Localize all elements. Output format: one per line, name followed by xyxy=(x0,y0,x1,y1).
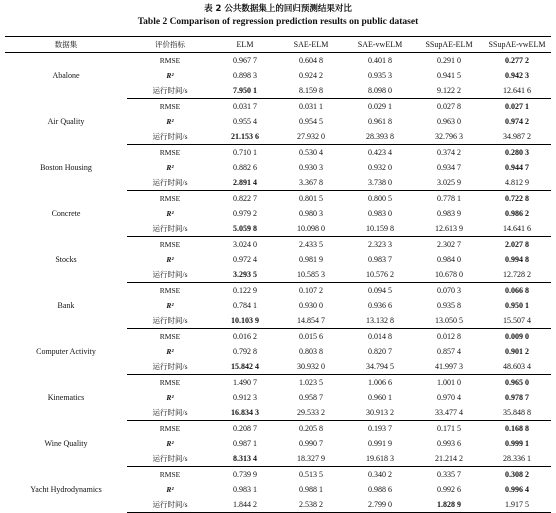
metric-r2: R² xyxy=(166,485,174,494)
value-cell: 0.792 8 xyxy=(233,347,257,356)
value-cell: 0.898 3 xyxy=(233,71,257,80)
value-cell: 0.934 7 xyxy=(437,163,461,172)
value-cell: 1.844 2 xyxy=(213,497,277,513)
value-cell: 0.970 4 xyxy=(437,393,461,402)
value-cell: 0.710 1 xyxy=(233,148,257,157)
value-cell: 0.027 8 xyxy=(437,102,461,111)
value-cell: 0.941 5 xyxy=(437,71,461,80)
value-cell: 0.987 1 xyxy=(233,439,257,448)
regression-results-table xyxy=(5,36,551,513)
value-cell: 0.983 9 xyxy=(437,209,461,218)
value-cell: 0.986 2 xyxy=(505,209,529,218)
value-cell: 0.967 7 xyxy=(233,56,257,65)
value-cell: 10.576 2 xyxy=(345,267,415,283)
value-cell: 0.930 3 xyxy=(299,163,323,172)
value-cell: 0.932 0 xyxy=(368,163,392,172)
value-cell: 2.323 3 xyxy=(368,240,392,249)
value-cell: 12.728 2 xyxy=(483,267,551,283)
value-cell: 0.308 2 xyxy=(505,470,529,479)
value-cell: 0.935 3 xyxy=(368,71,392,80)
value-cell: 0.942 3 xyxy=(505,71,529,80)
value-cell: 12.613 9 xyxy=(415,221,483,237)
value-cell: 0.981 9 xyxy=(299,255,323,264)
value-cell: 0.994 8 xyxy=(505,255,529,264)
value-cell: 0.991 9 xyxy=(368,439,392,448)
metric-r2: R² xyxy=(166,71,174,80)
metric-rmse: RMSE xyxy=(159,194,181,203)
value-cell: 2.433 5 xyxy=(299,240,323,249)
metric-runtime: 运行时间/s xyxy=(127,313,213,329)
table-row xyxy=(5,329,551,345)
metric-rmse: RMSE xyxy=(159,424,181,433)
table-row xyxy=(5,53,551,69)
value-cell: 0.291 0 xyxy=(437,56,461,65)
value-cell: 21.214 2 xyxy=(415,451,483,467)
table-row xyxy=(5,467,551,483)
value-cell: 35.848 8 xyxy=(483,405,551,421)
metric-rmse: RMSE xyxy=(159,332,181,341)
metric-runtime: 运行时间/s xyxy=(127,451,213,467)
value-cell: 0.784 1 xyxy=(233,301,257,310)
metric-r2: R² xyxy=(166,301,174,310)
table-caption-chinese: 表 2 公共数据集上的回归预测结果对比 xyxy=(204,4,352,14)
value-cell: 10.585 3 xyxy=(277,267,345,283)
value-cell: 1.828 9 xyxy=(415,497,483,513)
value-cell: 0.961 8 xyxy=(368,117,392,126)
value-cell: 48.603 4 xyxy=(483,359,551,375)
value-cell: 27.932 0 xyxy=(277,129,345,145)
value-cell: 0.965 0 xyxy=(505,378,529,387)
table-row xyxy=(5,283,551,299)
value-cell: 0.530 4 xyxy=(299,148,323,157)
value-cell: 0.029 1 xyxy=(368,102,392,111)
value-cell: 0.122 9 xyxy=(233,286,257,295)
value-cell: 33.477 4 xyxy=(415,405,483,421)
value-cell: 1.917 5 xyxy=(483,497,551,513)
value-cell: 0.984 0 xyxy=(437,255,461,264)
value-cell: 0.066 8 xyxy=(505,286,529,295)
value-cell: 0.335 7 xyxy=(437,470,461,479)
value-cell: 0.993 6 xyxy=(437,439,461,448)
value-cell: 9.122 2 xyxy=(415,83,483,99)
dataset-name: Computer Activity xyxy=(36,347,96,356)
value-cell: 30.932 0 xyxy=(277,359,345,375)
value-cell: 12.641 6 xyxy=(483,83,551,99)
value-cell: 3.024 0 xyxy=(233,240,257,249)
value-cell: 18.327 9 xyxy=(277,451,345,467)
value-cell: 1.490 7 xyxy=(233,378,257,387)
metric-rmse: RMSE xyxy=(159,56,181,65)
metric-runtime: 运行时间/s xyxy=(127,221,213,237)
table-row xyxy=(5,145,551,161)
value-cell: 7.950 1 xyxy=(213,83,277,99)
value-cell: 3.367 8 xyxy=(277,175,345,191)
dataset-name: Abalone xyxy=(52,71,80,81)
header-row xyxy=(5,37,551,53)
table-row xyxy=(5,237,551,253)
value-cell: 0.374 2 xyxy=(437,148,461,157)
value-cell: 0.992 6 xyxy=(437,485,461,494)
value-cell: 34.794 5 xyxy=(345,359,415,375)
value-cell: 0.857 4 xyxy=(437,347,461,356)
metric-rmse: RMSE xyxy=(159,378,181,387)
value-cell: 0.205 8 xyxy=(299,424,323,433)
metric-rmse: RMSE xyxy=(159,240,181,249)
value-cell: 2.302 7 xyxy=(437,240,461,249)
value-cell: 19.618 3 xyxy=(345,451,415,467)
value-cell: 3.738 0 xyxy=(345,175,415,191)
dataset-name: Concrete xyxy=(51,209,81,218)
table-row xyxy=(5,99,551,115)
value-cell: 0.955 4 xyxy=(233,117,257,126)
table-row xyxy=(5,421,551,437)
value-cell: 0.979 2 xyxy=(233,209,257,218)
value-cell: 16.834 3 xyxy=(213,405,277,421)
value-cell: 0.972 4 xyxy=(233,255,257,264)
metric-runtime: 运行时间/s xyxy=(127,405,213,421)
header-ssupae-elm: SSupAE-ELM xyxy=(415,37,483,53)
value-cell: 0.901 2 xyxy=(505,347,529,356)
metric-r2: R² xyxy=(166,393,174,402)
value-cell: 0.935 8 xyxy=(437,301,461,310)
value-cell: 0.974 2 xyxy=(505,117,529,126)
metric-runtime: 运行时间/s xyxy=(127,175,213,191)
value-cell: 0.423 4 xyxy=(368,148,392,157)
header-sae-vwelm: SAE-vwELM xyxy=(345,37,415,53)
value-cell: 0.401 8 xyxy=(368,56,392,65)
metric-r2: R² xyxy=(166,255,174,264)
value-cell: 0.999 1 xyxy=(505,439,529,448)
value-cell: 10.103 9 xyxy=(213,313,277,329)
value-cell: 0.930 0 xyxy=(299,301,323,310)
value-cell: 8.313 4 xyxy=(213,451,277,467)
value-cell: 15.842 4 xyxy=(213,359,277,375)
value-cell: 30.913 2 xyxy=(345,405,415,421)
value-cell: 0.988 1 xyxy=(299,485,323,494)
value-cell: 0.778 1 xyxy=(437,194,461,203)
value-cell: 0.015 6 xyxy=(299,332,323,341)
value-cell: 0.014 8 xyxy=(368,332,392,341)
header-dataset: 数据集 xyxy=(5,37,127,53)
value-cell: 0.978 7 xyxy=(505,393,529,402)
value-cell: 0.924 2 xyxy=(299,71,323,80)
metric-runtime: 运行时间/s xyxy=(127,129,213,145)
value-cell: 28.336 1 xyxy=(483,451,551,467)
dataset-name: Air Quality xyxy=(47,117,85,126)
value-cell: 0.983 7 xyxy=(368,255,392,264)
value-cell: 0.107 2 xyxy=(299,286,323,295)
metric-r2: R² xyxy=(166,209,174,218)
value-cell: 0.936 6 xyxy=(368,301,392,310)
value-cell: 21.153 6 xyxy=(213,129,277,145)
metric-rmse: RMSE xyxy=(159,102,181,111)
table-caption-english: Table 2 Comparison of regression prediction results on public dataset xyxy=(137,17,419,27)
metric-r2: R² xyxy=(166,439,174,448)
metric-runtime: 运行时间/s xyxy=(127,359,213,375)
value-cell: 3.025 9 xyxy=(415,175,483,191)
value-cell: 0.983 1 xyxy=(233,485,257,494)
value-cell: 29.533 2 xyxy=(277,405,345,421)
metric-runtime: 运行时间/s xyxy=(127,83,213,99)
value-cell: 2.799 0 xyxy=(345,497,415,513)
value-cell: 10.159 8 xyxy=(345,221,415,237)
value-cell: 0.822 7 xyxy=(233,194,257,203)
metric-runtime: 运行时间/s xyxy=(127,267,213,283)
value-cell: 2.538 2 xyxy=(277,497,345,513)
metric-r2: R² xyxy=(166,163,174,172)
value-cell: 0.958 7 xyxy=(299,393,323,402)
header-ssupae-vwelm: SSupAE-vwELM xyxy=(483,37,551,53)
value-cell: 0.996 4 xyxy=(505,485,529,494)
value-cell: 0.990 7 xyxy=(299,439,323,448)
value-cell: 14.854 7 xyxy=(277,313,345,329)
value-cell: 0.803 8 xyxy=(299,347,323,356)
value-cell: 0.513 5 xyxy=(299,470,323,479)
value-cell: 0.950 1 xyxy=(505,301,529,310)
value-cell: 0.016 2 xyxy=(233,332,257,341)
header-metric: 评价指标 xyxy=(127,37,213,53)
value-cell: 0.960 1 xyxy=(368,393,392,402)
value-cell: 28.393 8 xyxy=(345,129,415,145)
value-cell: 0.012 8 xyxy=(437,332,461,341)
value-cell: 0.031 1 xyxy=(299,102,323,111)
dataset-name: Yacht Hydrodynamics xyxy=(30,485,102,494)
value-cell: 2.891 4 xyxy=(213,175,277,191)
value-cell: 34.987 2 xyxy=(483,129,551,145)
header-elm: ELM xyxy=(213,37,277,53)
value-cell: 0.801 5 xyxy=(299,194,323,203)
table-body xyxy=(5,53,551,513)
value-cell: 8.098 0 xyxy=(345,83,415,99)
value-cell: 0.800 5 xyxy=(368,194,392,203)
dataset-name: Stocks xyxy=(55,255,77,264)
value-cell: 0.009 0 xyxy=(505,332,529,341)
metric-r2: R² xyxy=(166,347,174,356)
dataset-name: Wine Quality xyxy=(44,439,88,448)
value-cell: 0.988 6 xyxy=(368,485,392,494)
dataset-name: Boston Housing xyxy=(40,163,92,172)
value-cell: 3.293 5 xyxy=(213,267,277,283)
value-cell: 0.208 7 xyxy=(233,424,257,433)
value-cell: 0.963 0 xyxy=(437,117,461,126)
dataset-name: Bank xyxy=(57,301,75,310)
value-cell: 0.820 7 xyxy=(368,347,392,356)
value-cell: 0.277 2 xyxy=(505,56,529,65)
value-cell: 10.678 0 xyxy=(415,267,483,283)
value-cell: 1.023 5 xyxy=(299,378,323,387)
value-cell: 1.001 0 xyxy=(437,378,461,387)
value-cell: 0.722 8 xyxy=(505,194,529,203)
value-cell: 0.739 9 xyxy=(233,470,257,479)
value-cell: 0.070 3 xyxy=(437,286,461,295)
value-cell: 0.168 8 xyxy=(505,424,529,433)
metric-rmse: RMSE xyxy=(159,470,181,479)
value-cell: 1.006 6 xyxy=(368,378,392,387)
value-cell: 15.507 4 xyxy=(483,313,551,329)
value-cell: 0.171 5 xyxy=(437,424,461,433)
value-cell: 0.983 0 xyxy=(368,209,392,218)
header-sae-elm: SAE-ELM xyxy=(277,37,345,53)
value-cell: 8.159 8 xyxy=(277,83,345,99)
dataset-name: Kinematics xyxy=(47,393,85,402)
value-cell: 10.098 0 xyxy=(277,221,345,237)
value-cell: 0.193 7 xyxy=(368,424,392,433)
value-cell: 0.340 2 xyxy=(368,470,392,479)
value-cell: 41.997 3 xyxy=(415,359,483,375)
value-cell: 0.882 6 xyxy=(233,163,257,172)
metric-rmse: RMSE xyxy=(159,148,181,157)
value-cell: 13.050 5 xyxy=(415,313,483,329)
table-row xyxy=(5,191,551,207)
value-cell: 2.027 8 xyxy=(505,240,529,249)
value-cell: 32.796 3 xyxy=(415,129,483,145)
value-cell: 5.059 8 xyxy=(213,221,277,237)
value-cell: 4.812 9 xyxy=(483,175,551,191)
value-cell: 0.604 8 xyxy=(299,56,323,65)
metric-rmse: RMSE xyxy=(159,286,181,295)
value-cell: 0.944 7 xyxy=(505,163,529,172)
value-cell: 0.027 1 xyxy=(505,102,529,111)
table-row xyxy=(5,375,551,391)
value-cell: 0.031 7 xyxy=(233,102,257,111)
metric-runtime: 运行时间/s xyxy=(127,497,213,513)
value-cell: 0.912 3 xyxy=(233,393,257,402)
value-cell: 0.280 3 xyxy=(505,148,529,157)
value-cell: 13.132 8 xyxy=(345,313,415,329)
value-cell: 0.980 3 xyxy=(299,209,323,218)
metric-r2: R² xyxy=(166,117,174,126)
value-cell: 0.954 5 xyxy=(299,117,323,126)
value-cell: 14.641 6 xyxy=(483,221,551,237)
value-cell: 0.094 5 xyxy=(368,286,392,295)
